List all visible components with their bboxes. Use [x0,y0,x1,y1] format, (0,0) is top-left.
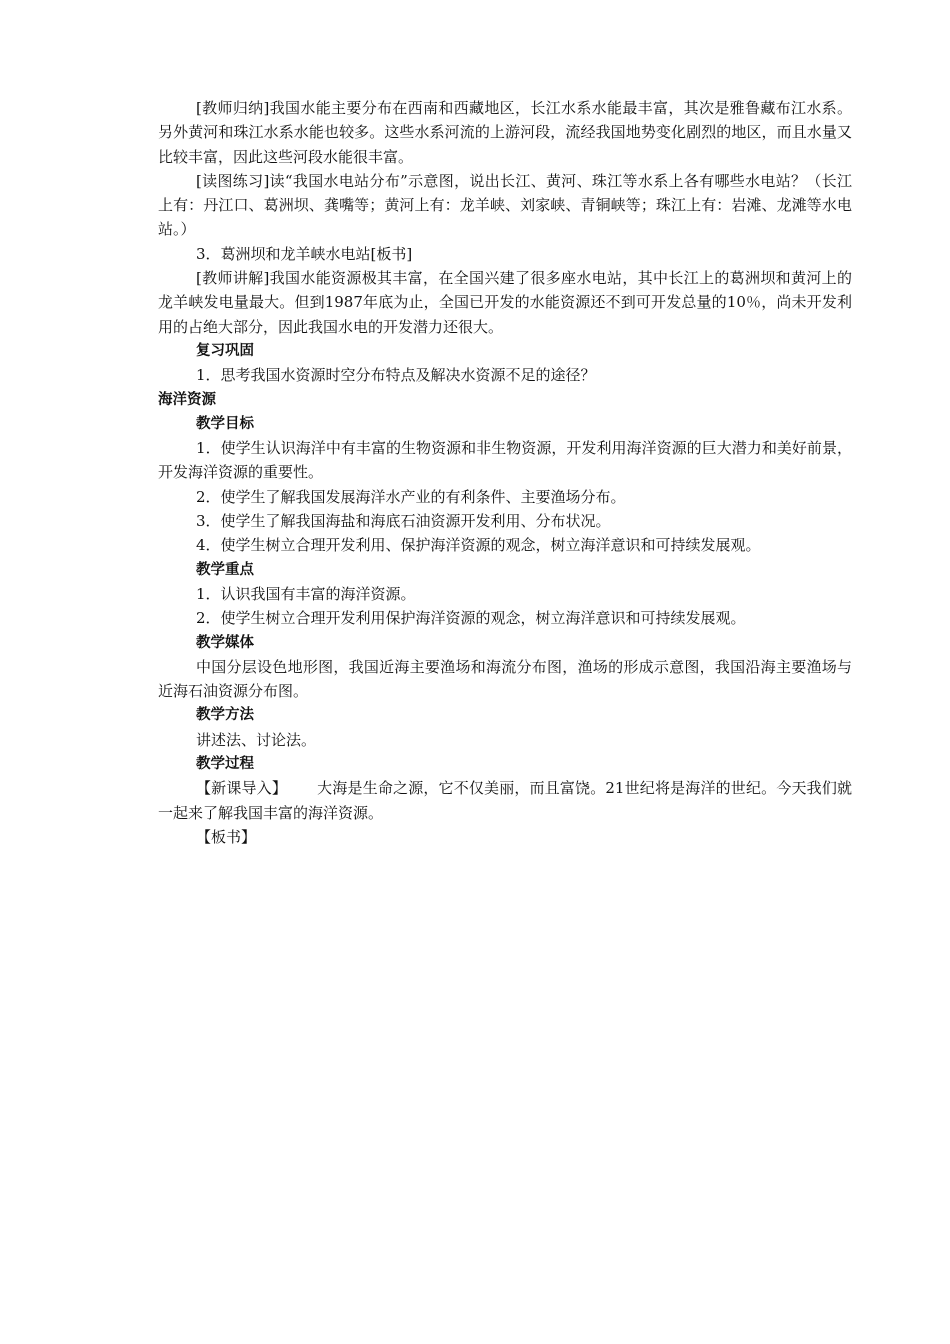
goal-item: 3．使学生了解我国海盐和海底石油资源开发利用、分布状况。 [196,512,611,531]
paragraph-teacher-explanation: [教师讲解]我国水能资源极其丰富，在全国兴建了很多座水电站，其中长江上的葛洲坝和黄河上的龙羊峡发电量最大。但到1987年底为止，全国已开发的水能资源还不到可开发总量的10％，尚未开发利用的占绝大部分，因此我国水电的开发潜力还很大。 [158,269,852,336]
media-text: 中国分层设色地形图，我国近海主要渔场和海流分布图，渔场的形成示意图，我国沿海主要渔场与近海石油资源分布图。 [158,657,852,701]
ocean-section-title: 海洋资源 [158,391,216,408]
method-heading: 教学方法 [196,707,254,724]
key-points-heading: 教学重点 [196,561,254,578]
key-point-item: 1．认识我国有丰富的海洋资源。 [196,584,416,603]
intro-label: 【新课导入】 [196,779,288,798]
goals-heading: 教学目标 [196,415,254,432]
intro-paragraph [158,776,852,825]
paragraph-map-exercise: [读图练习]读“我国水电站分布”示意图，说出长江、黄河、珠江等水系上各有哪些水电站？（长江上有：丹江口、葛洲坝、龚嘴等；黄河上有：龙羊峡、刘家峡、青铜峡等；珠江上有：岩滩、龙滩等水电站。） [158,171,852,239]
goal-item: 2．使学生了解我国发展海洋水产业的有利条件、主要渔场分布。 [196,487,626,506]
process-heading: 教学过程 [196,756,254,773]
goal-item: 1．使学生认识海洋中有丰富的生物资源和非生物资源，开发利用海洋资源的巨大潜力和美好前景，开发海洋资源的重要性。 [158,439,852,482]
method-text: 讲述法、讨论法。 [196,730,317,749]
goal-item: 4．使学生树立合理开发利用、保护海洋资源的观念，树立海洋意识和可持续发展观。 [196,536,761,555]
board-label: 【板书】 [196,827,257,846]
paragraph-board-heading: 3．葛洲坝和龙羊峡水电站[板书] [196,244,413,263]
media-heading: 教学媒体 [196,634,254,651]
key-point-item: 2．使学生树立合理开发利用保护海洋资源的观念，树立海洋意识和可持续发展观。 [196,609,746,628]
document-content [158,96,852,849]
review-heading: 复习巩固 [196,342,254,359]
review-item: 1．思考我国水资源时空分布特点及解决水资源不足的途径？ [196,366,596,385]
intro-text: 大海是生命之源，它不仅美丽，而且富饶。21世纪将是海洋的世纪。今天我们就一起来了解我国丰富的海洋资源。 [158,779,852,822]
paragraph-teacher-summary: [教师归纳]我国水能主要分布在西南和西藏地区，长江水系水能最丰富，其次是雅鲁藏布江水系。另外黄河和珠江水系水能也较多。这些水系河流的上游河段，流经我国地势变化剧烈的地区，而且水量又比较丰富，因此这些河段水能很丰富。 [158,99,852,166]
